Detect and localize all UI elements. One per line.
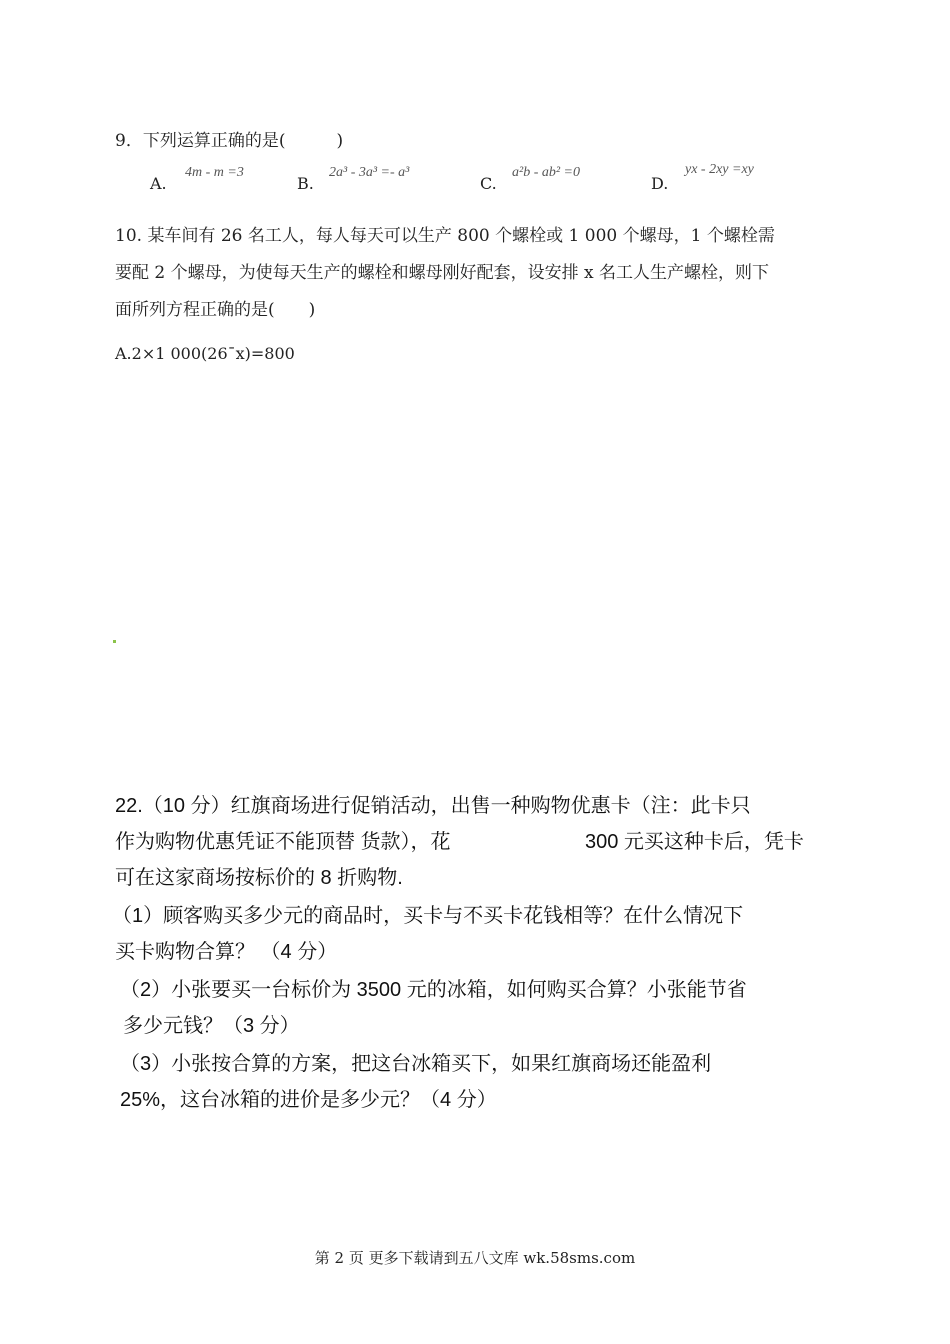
question-10-line-1: 10. 某车间有 26 名工人，每人每天可以生产 800 个螺栓或 1 000 个螺母，1 个螺栓需 — [115, 226, 775, 246]
question-22-part-2-line-1: （2）小张要买一台标价为 3500 元的冰箱，如何购买合算？小张能节省 — [120, 979, 747, 1001]
q9-option-b-letter: B. — [297, 174, 314, 193]
page-footer: 第 2 页 更多下载请到五八文库 wk.58sms.com — [314, 1249, 636, 1267]
q9-option-d-expr: yx - 2xy =xy — [685, 162, 754, 177]
question-22-part-2-line-2: 多少元钱？（3 分） — [123, 1015, 300, 1037]
q9-option-b-expr: 2a³ - 3a³ =- a³ — [329, 165, 410, 180]
question-22-line-2b: 300 元买这种卡后，凭卡 — [585, 831, 804, 853]
question-22-part-1-line-1: （1）顾客购买多少元的商品时，买卡与不买卡花钱相等？在什么情况下 — [112, 905, 744, 927]
q9-option-c-letter: C. — [480, 174, 497, 193]
question-9-stem: 9．下列运算正确的是( ) — [115, 131, 344, 151]
question-22-part-3-line-2: 25%，这台冰箱的进价是多少元？（4 分） — [120, 1089, 497, 1111]
q9-option-a-expr: 4m - m =3 — [185, 165, 244, 180]
q9-option-a-letter: A. — [150, 174, 167, 193]
question-22-part-1-line-2: 买卡购物合算？ （4 分） — [115, 941, 338, 963]
stray-dot — [113, 640, 116, 643]
question-10-line-3: 面所列方程正确的是( ) — [115, 300, 316, 320]
question-22-line-3: 可在这家商场按标价的 8 折购物. — [115, 867, 403, 889]
question-10-line-2: 要配 2 个螺母，为使每天生产的螺栓和螺母刚好配套，设安排 x 名工人生产螺栓，则下 — [115, 263, 770, 283]
question-22-line-1: 22.（10 分）红旗商场进行促销活动，出售一种购物优惠卡（注：此卡只 — [115, 795, 751, 817]
question-22-part-3-line-1: （3）小张按合算的方案，把这台冰箱买下，如果红旗商场还能盈利 — [120, 1053, 712, 1075]
q9-option-c-expr: a²b - ab² =0 — [512, 165, 581, 180]
q9-option-d-letter: D. — [651, 174, 669, 193]
question-22-line-2a: 作为购物优惠凭证不能顶替 货款），花 — [115, 831, 451, 853]
question-10-option-a: A.2×1 000(26¯x)=800 — [115, 344, 295, 363]
